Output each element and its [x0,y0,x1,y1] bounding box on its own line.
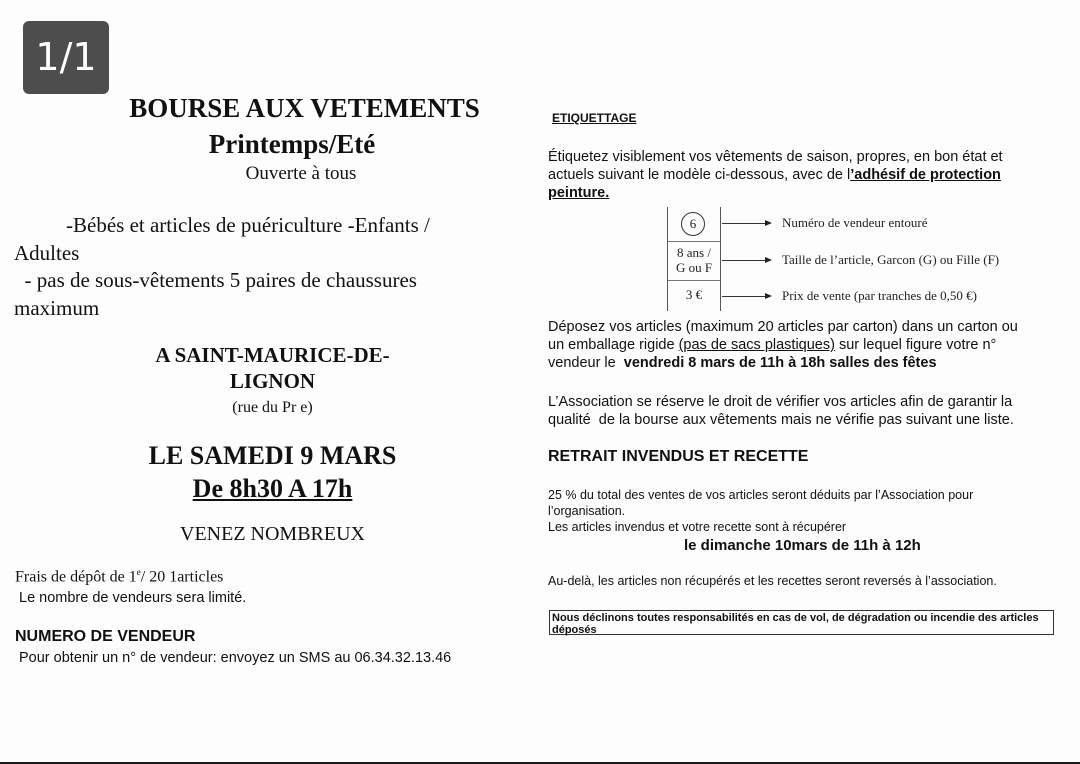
event-date: LE SAMEDI 9 MARS [148,441,397,470]
label-desc-price: Prix de vente (par tranches de 0,50 €) [782,288,977,303]
page-indicator-badge: 1/1 [23,21,109,94]
label-cell-vendor [668,207,720,242]
vendor-limit-note: Le nombre de vendeurs sera limité. [19,590,247,606]
categories-line: Adultes [14,241,80,265]
fees-text-rest: / 20 1articles [140,568,224,586]
event-hours: De 8h30 A 17h [192,474,353,503]
size-line: G ou F [675,260,713,275]
arrow-right-icon [722,296,766,297]
circled-vendor-number: 6 [681,212,705,236]
categories-line: -Bébés et articles de puériculture -Enfants / [66,213,430,237]
flyer-title: BOURSE AUX VETEMENTS [129,93,480,123]
size-line: 8 ans / [677,245,711,260]
arrow-right-icon [722,223,766,224]
no-plastic-bags-note: (pas de sacs plastiques) [678,337,835,353]
adhesive-emphasis: peinture. [548,185,610,201]
deposit-text [548,354,937,372]
liability-disclaimer: Nous déclinons toutes responsabilités en cas de vol, de dégradation ou incendie des articles déposés [549,610,1054,635]
label-desc-vendor: Numéro de vendeur entouré [782,215,928,230]
categories-line: - pas de sous-vêtements 5 paires de chaussures [14,268,417,292]
pickup-date: le dimanche 10mars de 11h à 12h [684,537,921,554]
deposit-fees [15,567,223,586]
open-to-all-text: Ouverte à tous [245,163,357,184]
association-note: L’Association se réserve le droit de vérifier vos articles afin de garantir la [548,394,1013,410]
labelling-text [548,166,1001,184]
labelling-text: Étiquetez visiblement vos vêtements de saison, propres, en bon état et [548,149,1003,165]
label-model-diagram [667,207,721,311]
association-note: qualité de la bourse aux vêtements mais ne vérifie pas suivant une liste. [548,412,1014,428]
labelling-heading: ETIQUETTAGE [552,111,637,125]
vendor-number-heading: NUMERO DE VENDEUR [15,628,196,645]
fees-text: Frais de dépôt de 1 [15,568,137,586]
label-cell-size [668,242,720,281]
deposit-date: vendredi 8 mars de 11h à 18h salles des fêtes [623,355,937,371]
deposit-text-part: sur lequel figure votre n° [834,337,997,353]
deposit-text-part: un emballage rigide [548,337,679,353]
beyond-note: Au-delà, les articles non récupérés et les recettes seront reversés à l’association. [548,574,997,588]
adhesive-emphasis: ’adhésif de protection [850,167,1001,183]
vendor-number-instructions: Pour obtenir un n° de vendeur: envoyez un SMS au 06.34.32.13.46 [19,650,452,666]
deposit-text: Déposez vos articles (maximum 20 articles par carton) dans un carton ou [548,319,1018,335]
flyer-subtitle: Printemps/Eté [208,129,376,159]
arrow-right-icon [722,260,766,261]
call-to-action: VENEZ NOMBREUX [180,523,365,545]
commission-text: l’organisation. [548,504,626,518]
location-title: LIGNON [229,369,316,393]
label-cell-price [668,281,720,311]
price-value: 3 € [685,287,703,302]
commission-text: 25 % du total des ventes de vos articles seront déduits par l’Association pour [548,488,974,502]
retrait-heading: RETRAIT INVENDUS ET RECETTE [548,448,809,465]
location-title: A SAINT-MAURICE-DE- [155,343,390,367]
deposit-text [548,336,996,354]
fees-superscript: e [136,567,141,577]
label-desc-size: Taille de l’article, Garcon (G) ou Fille (F) [782,252,1000,267]
labelling-text-part: actuels suivant le modèle ci-dessous, avec de l [548,167,851,183]
street-address: (rue du Pr e) [232,399,313,416]
categories-line: maximum [14,296,100,320]
pickup-text: Les articles invendus et votre recette sont à récupérer [548,520,847,534]
deposit-text-part: vendeur le [548,355,624,371]
